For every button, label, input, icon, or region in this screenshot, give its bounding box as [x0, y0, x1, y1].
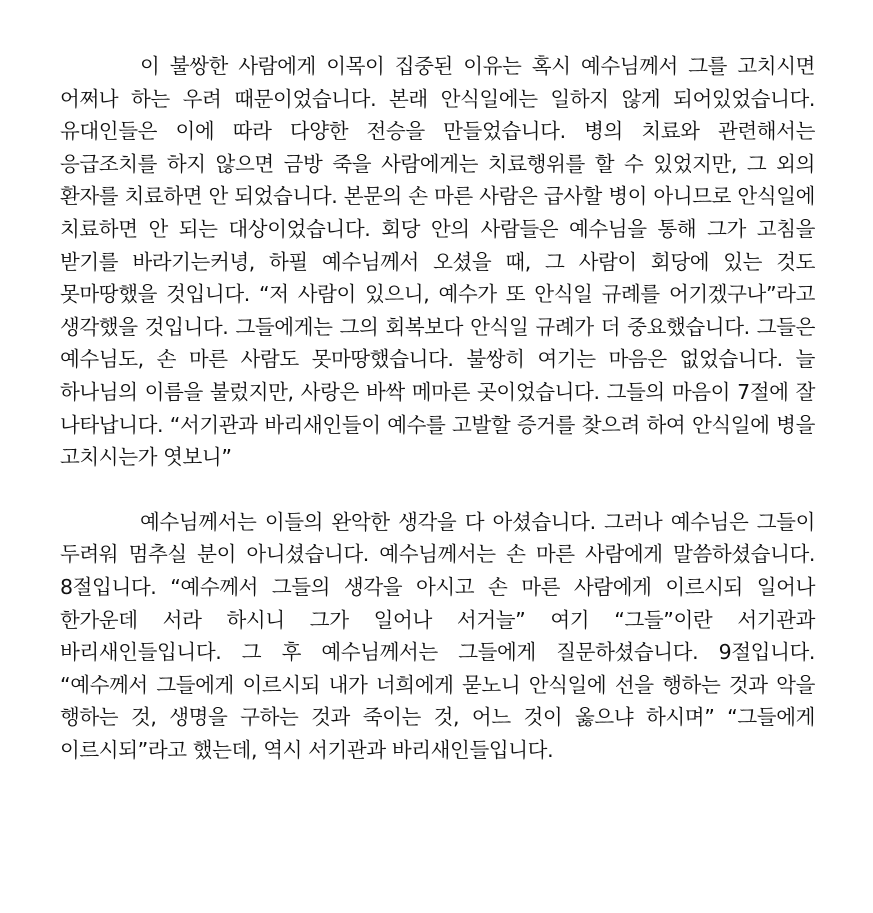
document-page — [60, 50, 815, 766]
paragraph-2: 예수님께서는 이들의 완악한 생각을 다 아셨습니다. 그러나 예수님은 그들이 두려워 멈추실 분이 아니셨습니다. 예수님께서는 손 마른 사람에게 말씀하셨습니다. 8절입니다. “예수께서 그들의 생각을 아시고 손 마른 사람에게 이르시되 일어나 한가운데 서라 하시니 그가 일어나 서거늘” 여기 “그들”이란 서기관과 바리새인들입니다. 그 후 예수님께서는 그들에게 질문하셨습니다. 9절입니다. “예수께서 그들에게 이르시되 내가 너희에게 묻노니 안식일에 선을 행하는 것과 악을 행하는 것, 생명을 구하는 것과 죽이는 것, 어느 것이 옳으냐 하시며” “그들에게 이르시되”라고 했는데, 역시 서기관과 바리새인들입니다. — [60, 509, 815, 762]
paragraph-1: 이 불쌍한 사람에게 이목이 집중된 이유는 혹시 예수님께서 그를 고치시면 어쩌나 하는 우려 때문이었습니다. 본래 안식일에는 일하지 않게 되어있었습니다. 유대인들은 이에 따라 다양한 전승을 만들었습니다. 병의 치료와 관련해서는 응급조치를 하지 않으면 금방 죽을 사람에게는 치료행위를 할 수 있었지만, 그 외의 환자를 치료하면 안 되었습니다. 본문의 손 마른 사람은 급사할 병이 아니므로 안식일에 치료하면 안 되는 대상이었습니다. 회당 안의 사람들은 예수님을 통해 그가 고침을 받기를 바라기는커녕, 하필 예수님께서 오셨을 때, 그 사람이 회당에 있는 것도 못마땅했을 것입니다. “저 사람이 있으니, 예수가 또 안식일 규례를 어기겠구나”라고 생각했을 것입니다. 그들에게는 그의 회복보다 안식일 규례가 더 중요했습니다. 그들은 예수님도, 손 마른 사람도 못마땅했습니다. 불쌍히 여기는 마음은 없었습니다. 늘 하나님의 이름을 불렀지만, 사랑은 바싹 메마른 곳이었습니다. 그들의 마음이 7절에 잘 나타납니다. “서기관과 바리새인들이 예수를 고발할 증거를 찾으려 하여 안식일에 병을 고치시는가 엿보니” — [60, 54, 815, 470]
